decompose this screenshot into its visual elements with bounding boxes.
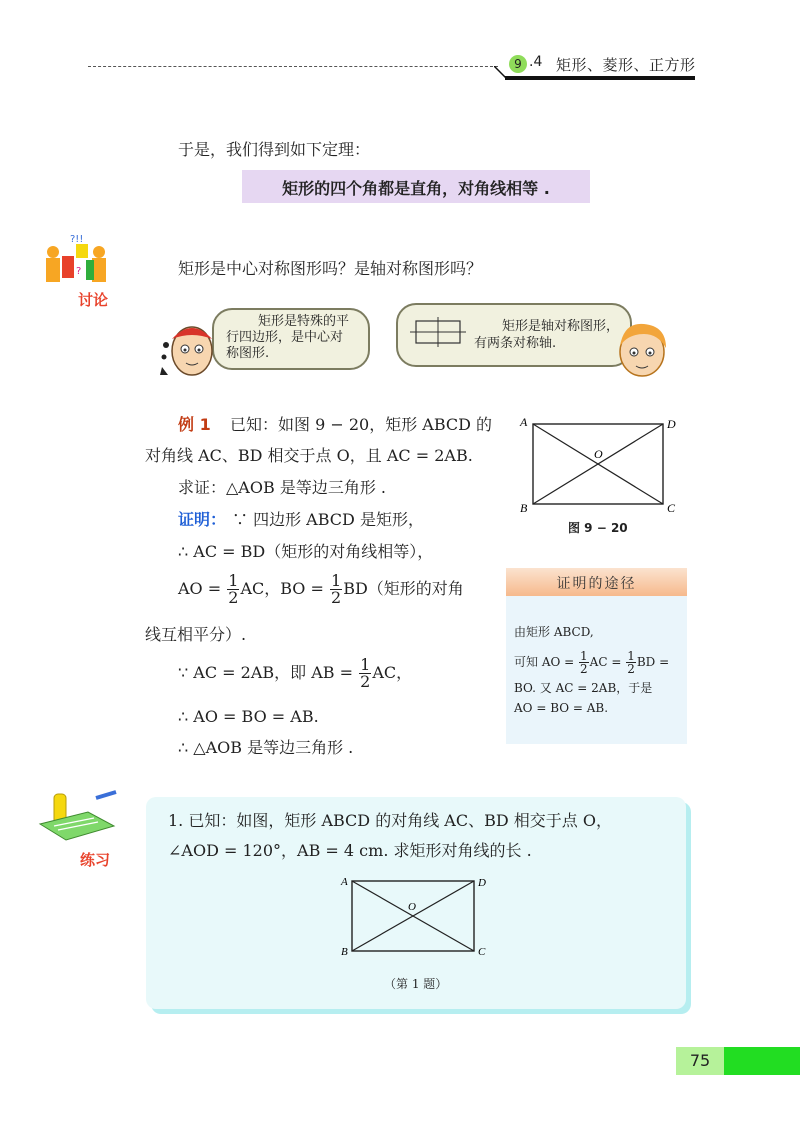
exercise-label: 练习 [80,851,111,869]
exercise-figure [338,875,498,961]
fig1-label-o: O [594,447,603,461]
speech-bubble-left [212,308,370,370]
figure-9-20 [516,412,682,518]
sidebar-line-3: BO. 又 AC = 2AB，于是 [514,681,653,695]
theorem-text: 矩形的四个角都是直角，对角线相等 . [282,179,550,198]
fig2-label-b: B [341,946,348,958]
fig1-label-b: B [520,501,528,515]
bubble-right-line-2: 有两条对称轴. [474,336,557,351]
fraction-half-1: $\frac{1}{2}$ [228,571,239,607]
section-number: .4 [529,54,543,70]
fraction-half-2: $\frac{1}{2}$ [331,571,342,607]
bubble-right-line-1: 矩形是轴对称图形， [502,319,620,334]
proof-line-7: ∴ △AOB 是等边三角形 . [178,738,354,757]
example-line-2: 对角线 AC、BD 相交于点 O，且 AC = 2AB. [145,446,473,465]
page-number-bar [724,1047,800,1075]
sidebar-line-4: AO = BO = AB. [514,701,609,715]
proof-line-5b: AC， [372,663,413,682]
section-title: 矩形、菱形、正方形 [556,56,696,74]
sidebar-line-1: 由矩形 ABCD, [514,625,594,639]
header-rule [505,76,695,80]
page-number-box [676,1047,724,1075]
proof-line-4: 线互相平分）. [145,625,247,644]
proof-line-3b: AC，BO = [240,579,324,598]
bubble-left-line-1: 矩形是特殊的平 [258,314,350,329]
proof-line-6: ∴ AO = BO = AB. [178,707,319,726]
rectangle-axes-diagram [410,317,466,347]
sidebar-header [506,568,687,596]
figure-9-20-caption: 图 9 − 20 [568,521,628,535]
sidebar-line-2: 可知 AO = $\frac{1}{2}$ AC = $\frac{1}{2}$ BD = [514,649,670,676]
sidebar-fraction-1: $\frac{1}{2}$ [580,649,588,676]
proof-line-1: ∵ 四边形 ABCD 是矩形， [232,510,424,529]
speech-bubble-right [396,303,632,367]
chapter-number-badge: 9 [509,55,527,73]
exercise-line-2: ∠AOD = 120°，AB = 4 cm. 求矩形对角线的长 . [168,841,532,860]
page-number: 75 [689,1051,711,1070]
fraction-half-3: $\frac{1}{2}$ [360,655,371,691]
proof-line-5a: ∵ AC = 2AB，即 AB = [178,663,354,682]
proof-line-3c: BD（矩形的对角 [343,579,464,598]
proof-line-3a: AO = [178,579,222,598]
fig2-label-a: A [341,876,348,888]
example-line-1: 已知：如图 9 − 20，矩形 ABCD 的 [230,415,493,434]
exercise-line-1: 1. 已知：如图，矩形 ABCD 的对角线 AC、BD 相交于点 O， [168,811,612,830]
cartoon-face-left-icon [158,315,216,381]
svg-text:?: ? [76,266,82,277]
fig1-label-d: D [667,417,676,431]
theorem-box [242,170,590,203]
example-line-3: 求证：△AOB 是等边三角形 . [178,478,386,497]
fig1-label-c: C [667,501,676,515]
header-dashed-line [88,66,498,67]
fig2-label-d: D [478,877,486,889]
proof-line-5 [178,655,412,691]
intro-text: 于是，我们得到如下定理： [178,140,371,159]
bubble-left-line-2: 行四边形，是中心对 [226,330,344,345]
exercise-figure-caption: （第 1 题） [384,977,448,991]
exercise-icon [36,790,120,850]
fig2-label-o: O [408,901,416,913]
proof-label: 证明： [178,510,227,529]
proof-line-3 [178,571,464,607]
proof-line-2: ∴ AC = BD（矩形的对角线相等）， [178,542,434,561]
cartoon-face-right-icon [614,318,672,380]
sidebar-fraction-2: $\frac{1}{2}$ [627,649,635,676]
bubble-left-line-3: 称图形. [226,346,270,361]
sidebar-title: 证明的途径 [556,576,637,592]
fig1-label-a: A [520,415,528,429]
discussion-question: 矩形是中心对称图形吗？是轴对称图形吗？ [178,259,483,278]
exercise-box [146,797,686,1009]
svg-text:?!!: ?!! [70,234,84,245]
fig2-label-c: C [478,946,486,958]
discussion-label: 讨论 [78,291,109,309]
example-label: 例 1 [178,415,211,434]
proof-approach-sidebar [506,568,687,744]
